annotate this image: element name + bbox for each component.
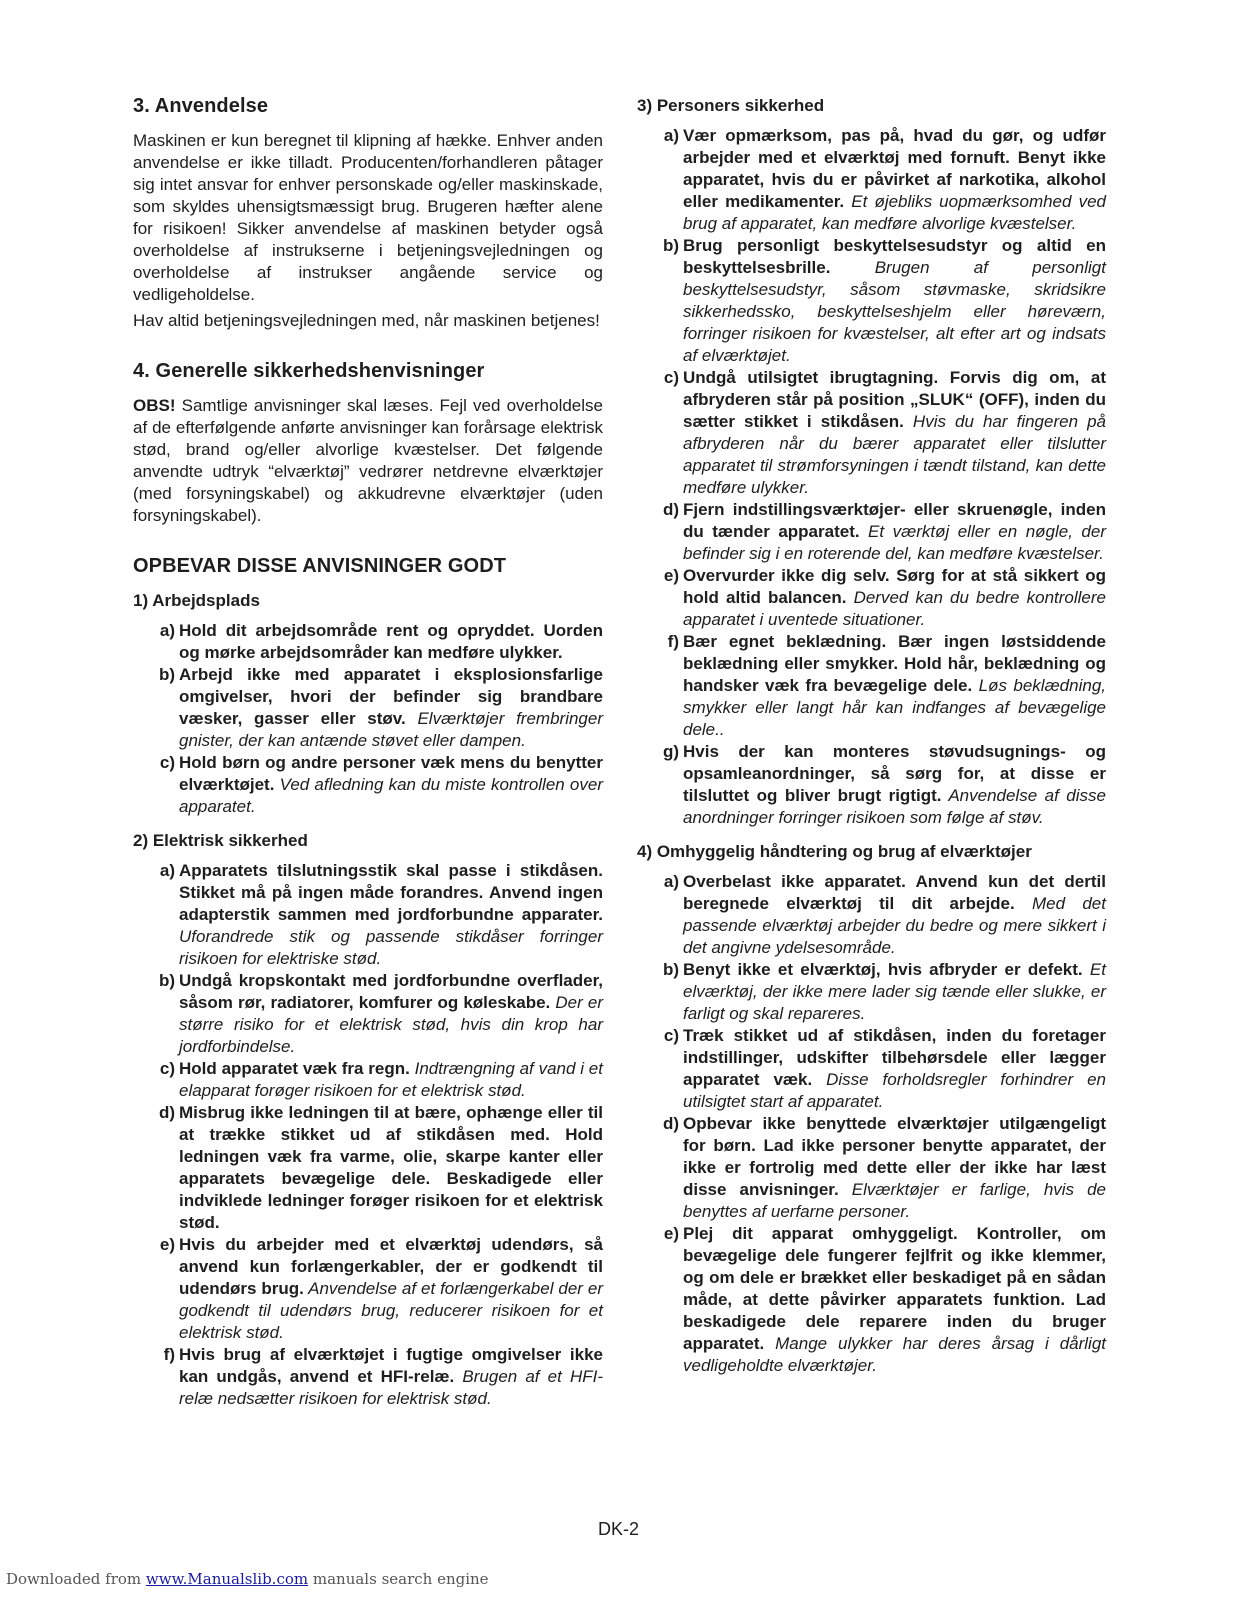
list-item	[133, 860, 603, 970]
section-4-paragraph	[133, 395, 603, 527]
item-marker: c)	[159, 753, 175, 772]
group-4-list	[637, 871, 1106, 1377]
item-italic-text: Derved kan du bedre kontrollere apparatet i uventede situationer.	[683, 588, 1106, 629]
item-bold-text: Overvurder ikke dig selv. Sørg for at stå sikkert og hold altid balancen.	[683, 566, 1106, 607]
item-bold-text: Plej dit apparat omhyggeligt. Kontroller, om bevægelige dele fungerer fejlfrit og ikke klemmer, og om dele er brækket eller beskadiget på en sådan måde, at dette påvirker apparatets funktion. Lad beskadigede dele reparere inden du bruger apparatet.	[683, 1224, 1106, 1353]
manualslib-link[interactable]: www.Manualslib.com	[145, 1570, 309, 1588]
item-italic-text: Brugen af et HFI-relæ nedsætter risikoen for elektrisk stød.	[179, 1367, 603, 1408]
item-bold-text: Undgå kropskontakt med jordforbundne overflader, såsom rør, radiatorer, komfurer og køleskabe.	[179, 971, 603, 1012]
left-column	[133, 95, 603, 1410]
item-bold-text: Arbejd ikke med apparatet i eksplosionsfarlige omgivelser, hvori der befinder sig brandbare væsker, gasser eller støv.	[179, 665, 603, 728]
list-item	[637, 871, 1106, 959]
list-item	[133, 664, 603, 752]
list-item	[637, 1025, 1106, 1113]
item-italic-text: Uforandrede stik og passende stikdåser forringer risikoen for elektriske stød.	[179, 927, 603, 968]
item-marker: a)	[159, 621, 175, 640]
item-bold-text: Hvis du arbejder med et elværktøj udendørs, så anvend kun forlængerkabler, der er godkendt til udendørs brug.	[179, 1235, 603, 1298]
item-italic-text: Anvendelse af disse anordninger forringer risikoen som følge af støv.	[683, 786, 1106, 827]
item-bold-text: Hold apparatet væk fra regn.	[179, 1059, 410, 1078]
section-4-text: Samtlige anvisninger skal læses. Fejl ved overholdelse af de efterfølgende anførte anvisninger kan forårsage elektrisk stød, brand og/eller alvorlige kvæstelser. Det følgende anvendte udtryk “elværktøj” vedrører netdrevne elværktøjer (med forsyningskabel) og akkudrevne elværktøjer (uden forsyningskabel).	[133, 396, 603, 525]
item-bold-text: Opbevar ikke benyttede elværktøjer utilgængeligt for børn. Lad ikke personer benytte apparatet, der ikke er fortrolig med dette eller der ikke har læst disse anvisninger.	[683, 1114, 1106, 1199]
list-item	[637, 565, 1106, 631]
item-italic-text: Et øjebliks uopmærksomhed ved brug af apparatet, kan medføre alvorlige kvæstelser.	[683, 192, 1106, 233]
item-bold-text: Brug personligt beskyttelsesudstyr og altid en beskyttelsesbrille.	[683, 236, 1106, 277]
list-item	[637, 367, 1106, 499]
item-marker: f)	[163, 1345, 175, 1364]
item-marker: g)	[662, 742, 679, 761]
list-item	[637, 741, 1106, 829]
item-marker: d)	[158, 1103, 175, 1122]
footer-prefix: Downloaded from	[6, 1570, 146, 1588]
item-bold-text: Bær egnet beklædning. Bær ingen løstsiddende beklædning eller smykker. Hold hår, beklædning og handsker væk fra bevægelige dele.	[683, 632, 1106, 695]
list-item	[133, 970, 603, 1058]
item-bold-text: Hvis der kan monteres støvudsugnings- og opsamleanordninger, så sørg for, at disse er tilsluttet og bliver brugt rigtigt.	[683, 742, 1106, 805]
item-text	[179, 664, 603, 752]
item-marker: b)	[158, 971, 175, 990]
item-bold-text: Hvis brug af elværktøjet i fugtige omgivelser ikke kan undgås, anvend et HFI-relæ.	[179, 1345, 603, 1386]
item-bold-text: Apparatets tilslutningsstik skal passe i stikdåsen. Stikket må på ingen måde forandres. Anvend ingen adapterstik sammen med jordforbundne apparater.	[179, 861, 603, 924]
item-text	[179, 860, 603, 970]
item-text	[179, 1102, 603, 1234]
list-item	[637, 1223, 1106, 1377]
list-item	[133, 1344, 603, 1410]
item-text	[683, 631, 1106, 741]
footer-suffix: manuals search engine	[308, 1570, 489, 1588]
list-item	[637, 125, 1106, 235]
section-4-title: 4. Generelle sikkerhedshenvisninger	[133, 360, 485, 382]
item-bold-text: Vær opmærksom, pas på, hvad du gør, og udfør arbejder med et elværktøj med fornuft. Benyt ikke apparatet, hvis du er påvirket af narkotika, alkohol eller medikamenter.	[683, 126, 1106, 211]
obs-label: OBS!	[133, 396, 176, 415]
right-column	[637, 95, 1106, 1377]
list-item	[133, 1234, 603, 1344]
item-italic-text: Anvendelse af et forlængerkabel der er godkendt til udendørs brug, reducerer risikoen for et elektrisk stød.	[179, 1279, 603, 1342]
list-item	[637, 959, 1106, 1025]
item-bold-text: Træk stikket ud af stikdåsen, inden du foretager indstillinger, udskifter tilbehørsdele eller lægger apparatet væk.	[683, 1026, 1106, 1089]
item-marker: a)	[663, 872, 679, 891]
item-marker: b)	[662, 236, 679, 255]
item-bold-text: Benyt ikke et elværktøj, hvis afbryder er defekt.	[683, 960, 1083, 979]
item-marker: d)	[662, 1114, 679, 1133]
item-italic-text: Elværktøjer frembringer gnister, der kan antænde støvet eller dampen.	[179, 709, 603, 750]
item-bold-text: Misbrug ikke ledningen til at bære, ophænge eller til at trække stikket ud af stikdåsen med. Hold ledningen væk fra varme, olie, skarpe kanter eller apparatets bevægelige dele. Beskadigede eller indviklede ledninger forøger risikoen for et elektrisk stød.	[179, 1103, 603, 1232]
item-text	[683, 1223, 1106, 1377]
list-item	[133, 1102, 603, 1234]
item-text	[683, 235, 1106, 367]
item-text	[683, 871, 1106, 959]
list-item	[133, 752, 603, 818]
item-marker: e)	[663, 566, 679, 585]
item-text	[683, 741, 1106, 829]
list-item	[637, 1113, 1106, 1223]
item-italic-text: Mange ulykker har deres årsag i dårligt vedligeholdte elværktøjer.	[683, 1334, 1106, 1375]
group-2-list	[133, 860, 603, 1410]
opbevar-title: OPBEVAR DISSE ANVISNINGER GODT	[133, 555, 507, 577]
group-3-title: 3) Personers sikkerhed	[637, 96, 825, 115]
item-text	[683, 1113, 1106, 1223]
list-item	[637, 235, 1106, 367]
item-text	[179, 1234, 603, 1344]
item-text	[179, 752, 603, 818]
item-marker: a)	[663, 126, 679, 145]
item-italic-text: Hvis du har fingeren på afbryderen når du bærer apparatet eller tilslutter apparatet til strømforsyningen i tændt tilstand, kan dette medføre ulykker.	[683, 412, 1106, 497]
item-marker: a)	[159, 861, 175, 880]
item-text	[683, 499, 1106, 565]
item-bold-text: Hold dit arbejdsområde rent og opryddet. Uorden og mørke arbejdsområder kan medføre ulykker.	[179, 621, 603, 662]
item-italic-text: Et værktøj eller en nøgle, der befinder sig i en roterende del, kan medføre kvæstelser.	[683, 522, 1106, 563]
group-4-title: 4) Omhyggelig håndtering og brug af elværktøjer	[637, 842, 1032, 861]
item-italic-text: Løs beklædning, smykker eller langt hår kan indfanges af bevægelige dele..	[683, 676, 1106, 739]
group-1-list	[133, 620, 603, 818]
item-marker: e)	[159, 1235, 175, 1254]
item-italic-text: Disse forholdsregler forhindrer en utilsigtet start af apparatet.	[683, 1070, 1106, 1111]
item-italic-text: Indtrængning af vand i et elapparat forøger risikoen for et elektrisk stød.	[179, 1059, 603, 1100]
list-item	[133, 620, 603, 664]
item-bold-text: Fjern indstillingsværktøjer- eller skruenøgle, inden du tænder apparatet.	[683, 500, 1106, 541]
item-italic-text: Brugen af personligt beskyttelsesudstyr, såsom støvmaske, skridsikre sikkerhedssko, beskyttelseshjelm eller høreværn, forringer risikoen for kvæstelser, alt efter art og indsats af elværktøjet.	[683, 258, 1106, 365]
item-marker: e)	[663, 1224, 679, 1243]
item-text	[683, 367, 1106, 499]
item-text	[683, 1025, 1106, 1113]
section-3-title: 3. Anvendelse	[133, 95, 269, 117]
item-marker: b)	[158, 665, 175, 684]
item-italic-text: Der er større risiko for et elektrisk stød, hvis din krop har jordforbindelse.	[179, 993, 603, 1056]
item-text	[179, 620, 603, 664]
section-3-paragraph-1: Maskinen er kun beregnet til klipning af hække. Enhver anden anvendelse er ikke tilladt. Producenten/forhandleren påtager sig intet ansvar for enhver personskade og/eller maskinskade, som skyldes uhensigtsmæssigt brug. Brugeren hæfter alene for risikoen! Sikker anvendelse af maskinen betyder også overholdelse af instrukserne i betjeningsvejledningen og overholdelse af instrukser angående service og vedligeholdelse.	[133, 131, 603, 304]
group-2-title: 2) Elektrisk sikkerhed	[133, 831, 308, 850]
item-text	[683, 565, 1106, 631]
item-marker: c)	[663, 1026, 679, 1045]
item-text	[179, 970, 603, 1058]
item-text	[683, 125, 1106, 235]
item-italic-text: Elværktøjer er farlige, hvis de benyttes af uerfarne personer.	[683, 1180, 1106, 1221]
list-item	[133, 1058, 603, 1102]
section-3-paragraph-2: Hav altid betjeningsvejledningen med, når maskinen betjenes!	[133, 311, 600, 330]
group-3-list	[637, 125, 1106, 829]
item-bold-text: Hold børn og andre personer væk mens du benytter elværktøjet.	[179, 753, 603, 794]
item-bold-text: Undgå utilsigtet ibrugtagning. Forvis dig om, at afbryderen står på position „SLUK“ (OFF), inden du sætter stikket i stikdåsen.	[683, 368, 1106, 431]
download-footer	[6, 1570, 489, 1588]
group-1-title: 1) Arbejdsplads	[133, 591, 260, 610]
item-text	[683, 959, 1106, 1025]
page-number: DK-2	[597, 1519, 639, 1539]
item-italic-text: Med det passende elværktøj arbejder du bedre og mere sikkert i det angivne ydelsesområde.	[683, 894, 1106, 957]
list-item	[637, 631, 1106, 741]
item-italic-text: Et elværktøj, der ikke mere lader sig tænde eller slukke, er farligt og skal repareres.	[683, 960, 1106, 1023]
item-marker: b)	[662, 960, 679, 979]
item-marker: d)	[662, 500, 679, 519]
item-bold-text: Overbelast ikke apparatet. Anvend kun det dertil beregnede elværktøj til dit arbejde.	[683, 872, 1106, 913]
item-text	[179, 1058, 603, 1102]
item-text	[179, 1344, 603, 1410]
list-item	[637, 499, 1106, 565]
item-marker: f)	[667, 632, 679, 651]
item-marker: c)	[159, 1059, 175, 1078]
item-marker: c)	[663, 368, 679, 387]
item-italic-text: Ved afledning kan du miste kontrollen over apparatet.	[179, 775, 603, 816]
